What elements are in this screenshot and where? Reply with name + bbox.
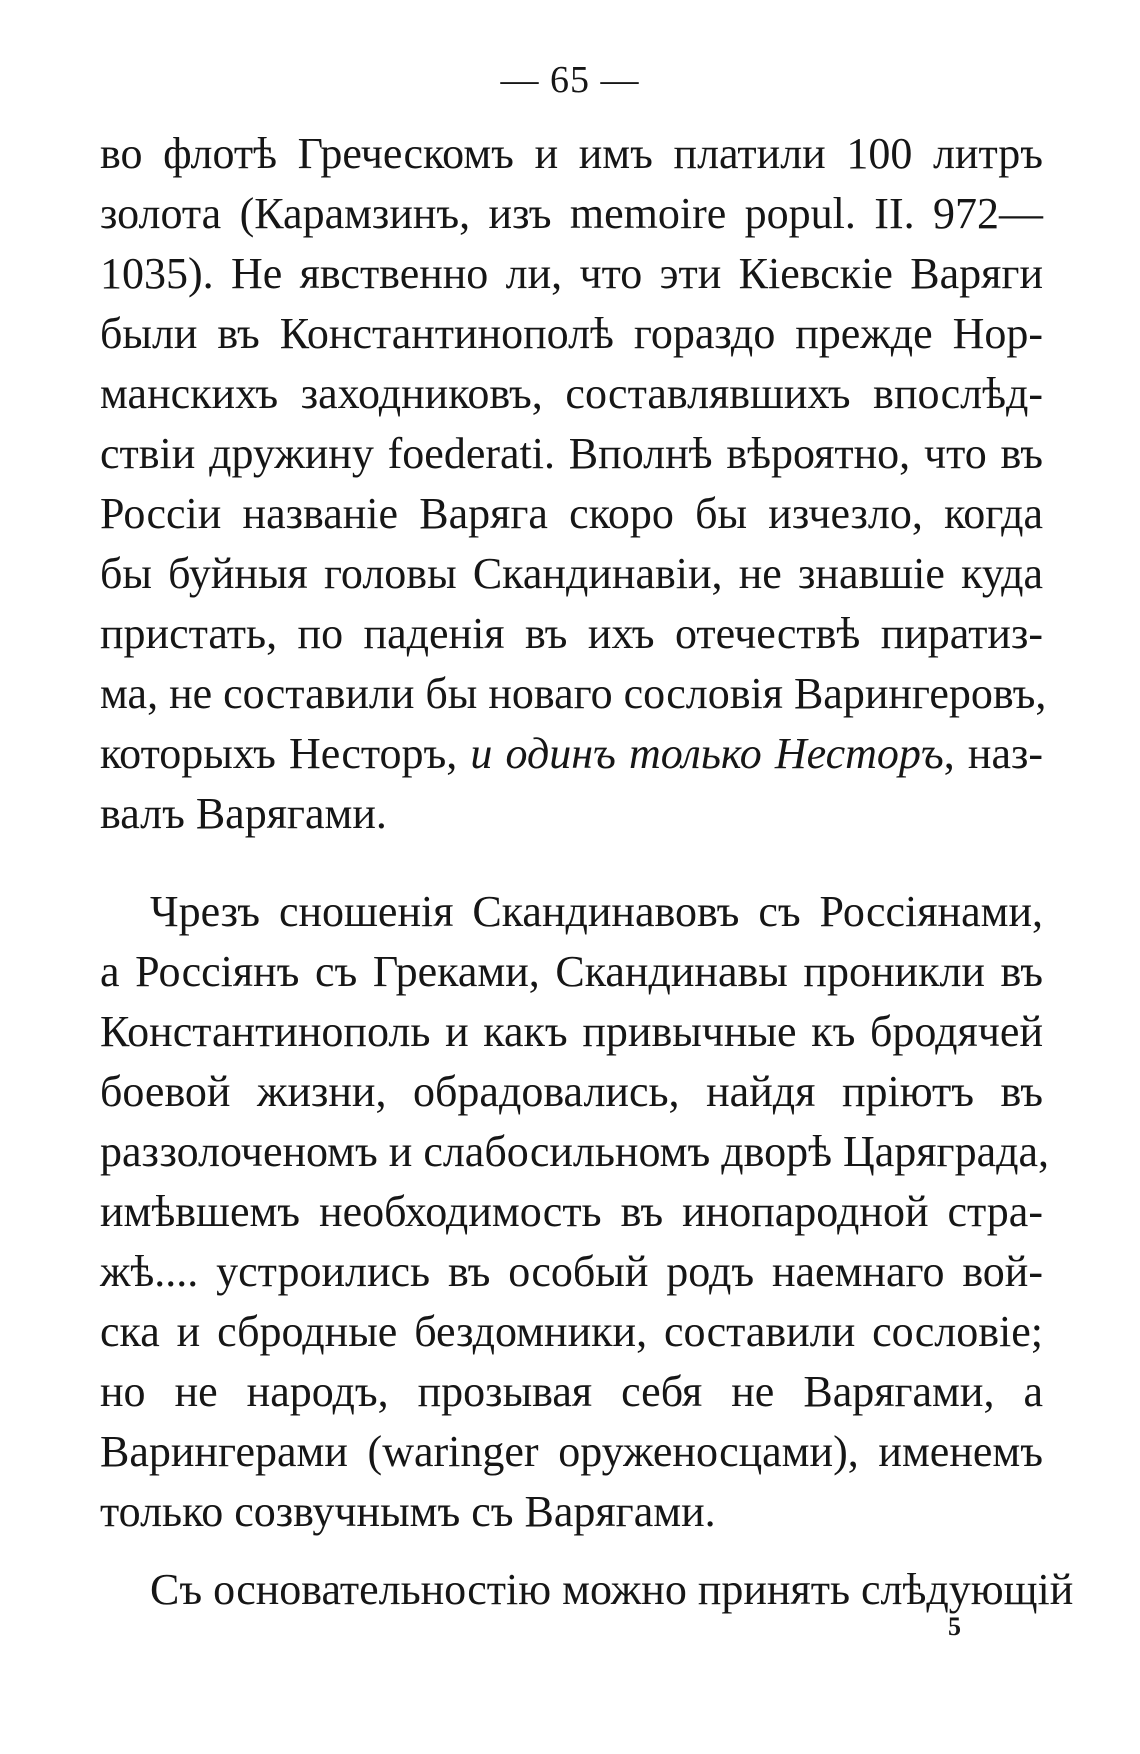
page-number: — 65 — — [500, 59, 640, 101]
text-line: жѣ.... устроились въ особый родъ наемнаго вой- — [100, 1247, 1043, 1296]
text-line: были въ Константинополѣ гораздо прежде Нор- — [100, 309, 1043, 358]
text-line: во флотѣ Греческомъ и имъ платили 100 литръ — [100, 129, 1043, 178]
signature-mark: 5 — [948, 1612, 961, 1641]
text-line: Чрезъ сношенія Скандинавовъ съ Россіянами, — [150, 887, 1043, 936]
text-line: раззолоченомъ и слабосильномъ дворѣ Царяграда, — [100, 1127, 1050, 1176]
text-line: ма, не составили бы новаго сословія Варингеровъ, — [100, 669, 1047, 718]
text-span: , наз- — [943, 729, 1044, 778]
text-line: пристать, по паденія въ ихъ отечествѣ пиратиз- — [100, 609, 1043, 658]
text-line: имѣвшемъ необходимость въ инопародной стра- — [100, 1187, 1043, 1236]
text-line: 1035). Не явственно ли, что эти Кіевскіе Варяги — [100, 249, 1043, 298]
text-line: только созвучнымъ съ Варягами. — [100, 1487, 716, 1536]
text-line: Константинополь и какъ привычные къ бродячей — [100, 1007, 1043, 1056]
text-line: Съ основательностію можно принять слѣдующій — [150, 1565, 1074, 1614]
text-line: бы буйныя головы Скандинавіи, не знавшіе куда — [100, 549, 1043, 598]
text-line: манскихъ заходниковъ, составлявшихъ впослѣд- — [100, 369, 1043, 418]
text-line: а Россіянъ съ Греками, Скандинавы проникли въ — [100, 947, 1043, 996]
text-line: но не народъ, прозывая себя не Варягами, а — [100, 1367, 1043, 1416]
text-line — [100, 724, 1043, 784]
text-line: валъ Варягами. — [100, 789, 387, 838]
text-line: золота (Карамзинъ, изъ memoire popul. II. 972— — [100, 189, 1043, 238]
text-line: ствіи дружину foederati. Вполнѣ вѣроятно, что въ — [100, 429, 1043, 478]
text-line: боевой жизни, обрадовались, найдя пріютъ въ — [100, 1067, 1043, 1116]
text-line: Россіи названіе Варяга скоро бы изчезло, когда — [100, 489, 1043, 538]
text-span: которыхъ Несторъ, — [100, 729, 471, 778]
italic-emphasis: и одинъ только Несторъ — [470, 729, 944, 778]
text-line: Варингерами (waringer оруженосцами), именемъ — [100, 1427, 1043, 1476]
text-line: ска и сбродные бездомники, составили сословіе; — [100, 1307, 1043, 1356]
